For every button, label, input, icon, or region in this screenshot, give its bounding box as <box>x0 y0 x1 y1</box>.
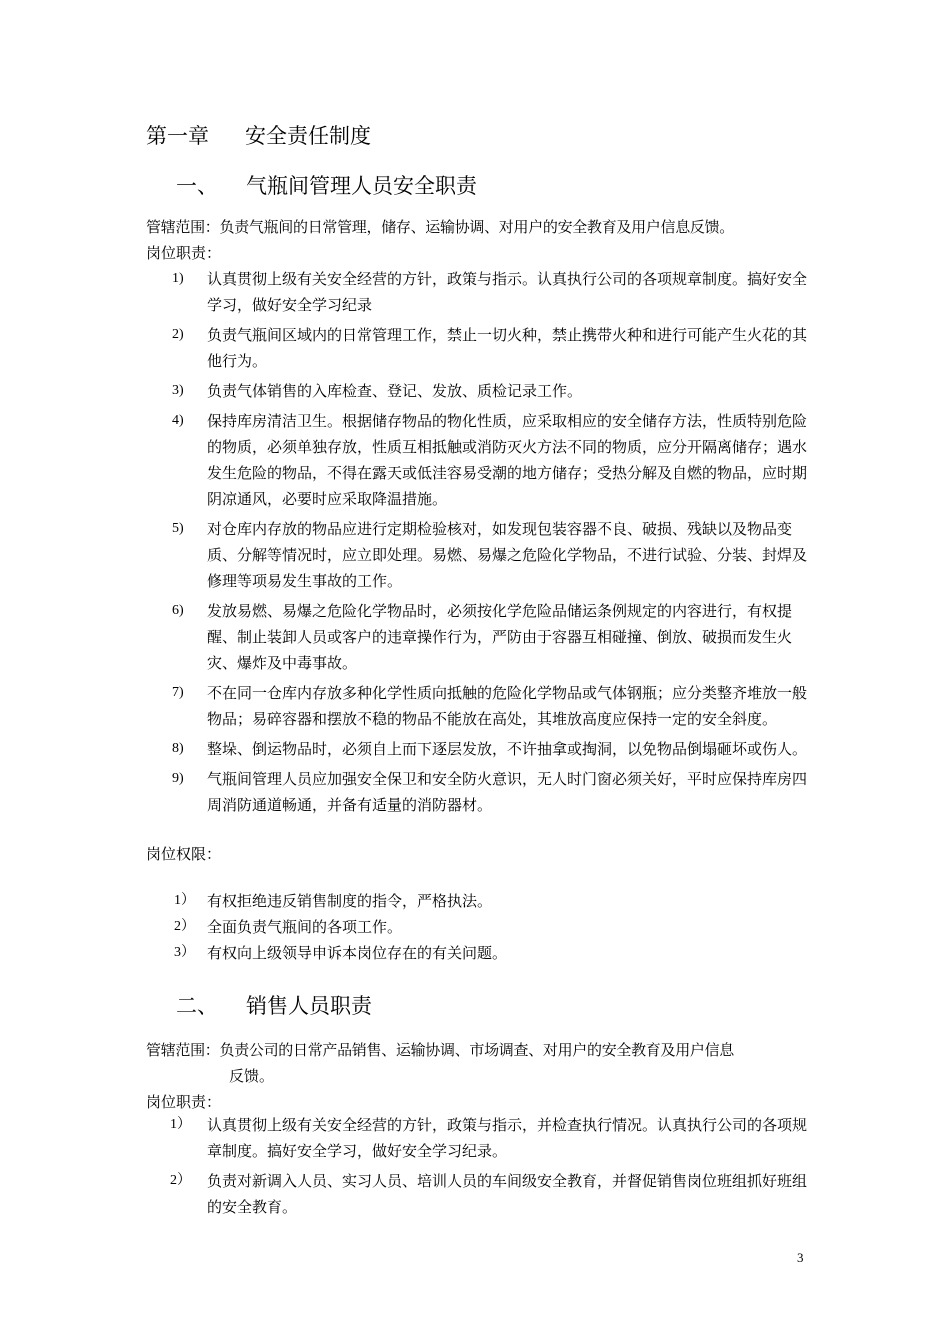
list-item-text: 全面负责气瓶间的各项工作。 <box>207 918 403 936</box>
list-item <box>146 888 810 914</box>
list-item <box>146 266 810 318</box>
list-item-text: 有权向上级领导申诉本岗位存在的有关问题。 <box>207 944 508 962</box>
list-item-number: 1） <box>170 1117 191 1132</box>
list-item-number: 2） <box>174 919 195 934</box>
list-item-text: 整垛、倒运物品时，必须自上而下逐层发放，不许抽拿或掏洞，以免物品倒塌砸坏或伤人。 <box>207 740 808 758</box>
section-title: 销售人员职责 <box>246 994 372 1018</box>
list-item-number: 6) <box>172 603 184 618</box>
list-item <box>146 516 810 594</box>
list-item-number: 2) <box>172 327 184 342</box>
list-item-text: 负责气瓶间区域内的日常管理工作，禁止一切火种，禁止携带火种和进行可能产生火花的其他行为。 <box>207 326 808 370</box>
list-item-text: 认真贯彻上级有关安全经营的方针，政策与指示，并检查执行情况。认真执行公司的各项规章制度。搞好安全学习，做好安全学习纪录。 <box>207 1116 808 1160</box>
scope-text: 管辖范围：负责气瓶间的日常管理，储存、运输协调、对用户的安全教育及用户信息反馈。 <box>146 218 735 236</box>
list-item-number: 1） <box>174 893 195 908</box>
chapter-number: 第一章 <box>146 124 209 148</box>
list-item-text: 认真贯彻上级有关安全经营的方针，政策与指示。认真执行公司的各项规章制度。搞好安全学习，做好安全学习纪录 <box>207 270 808 314</box>
list-item-text: 有权拒绝违反销售制度的指令，严格执法。 <box>207 892 493 910</box>
section-number: 二、 <box>176 994 218 1018</box>
list-item <box>146 378 810 404</box>
chapter-title: 安全责任制度 <box>245 124 371 148</box>
list-item <box>146 940 810 966</box>
scope-paragraph <box>146 214 810 240</box>
list-item-text: 负责气体销售的入库检查、登记、发放、质检记录工作。 <box>207 382 583 400</box>
authority-label: 岗位权限： <box>146 845 222 863</box>
list-item <box>146 408 810 512</box>
list-item-number: 7) <box>172 685 184 700</box>
list-item-text: 对仓库内存放的物品应进行定期检验核对，如发现包装容器不良、破损、残缺以及物品变质、分解等情况时，应立即处理。易燃、易爆之危险化学物品，不进行试验、分装、封焊及修理等项易发生事故的工作。 <box>207 520 808 590</box>
section-heading-2 <box>176 992 372 1020</box>
list-item-text: 负责对新调入人员、实习人员、培训人员的车间级安全教育，并督促销售岗位班组抓好班组的安全教育。 <box>207 1172 808 1216</box>
list-item-number: 8) <box>172 741 184 756</box>
list-item-text: 气瓶间管理人员应加强安全保卫和安全防火意识，无人时门窗必须关好，平时应保持库房四周消防通道畅通，并备有适量的消防器材。 <box>207 770 808 814</box>
list-item-number: 5) <box>172 521 184 536</box>
list-item <box>146 1168 810 1220</box>
scope-text-line1: 管辖范围：负责公司的日常产品销售、运输协调、市场调查、对用户的安全教育及用户信息 <box>146 1041 735 1059</box>
section-title: 气瓶间管理人员安全职责 <box>246 174 477 198</box>
authority-list <box>146 888 810 966</box>
list-item <box>146 598 810 676</box>
list-item-number: 3) <box>172 383 184 398</box>
section-number: 一、 <box>176 174 218 198</box>
list-item-number: 2） <box>170 1173 191 1188</box>
list-item-text: 发放易燃、易爆之危险化学物品时，必须按化学危险品储运条例规定的内容进行，有权提醒、制止装卸人员或客户的违章操作行为，严防由于容器互相碰撞、倒放、破损而发生火灾、爆炸及中毒事故。 <box>207 602 793 672</box>
scope-text-line2: 反馈。 <box>229 1067 275 1085</box>
list-item-text: 保持库房清洁卫生。根据储存物品的物化性质，应采取相应的安全储存方法，性质特别危险的物质，必须单独存放，性质互相抵触或消防灭火方法不同的物质，应分开隔离储存；遇水发生危险的物品，不得在露天或低洼容易受潮的地方储存；受热分解及自燃的物品，应时期阴凉通风，必要时应采取降温措施。 <box>207 412 808 508</box>
list-item <box>146 1112 810 1164</box>
list-item <box>146 736 810 762</box>
list-item-number: 4) <box>172 413 184 428</box>
duties-list <box>146 266 810 822</box>
section-heading-1 <box>176 172 477 200</box>
list-item <box>146 914 810 940</box>
duties-label: 岗位职责： <box>146 1093 222 1111</box>
list-item <box>146 766 810 818</box>
list-item <box>146 680 810 732</box>
list-item-text: 不在同一仓库内存放多种化学性质向抵触的危险化学物品或气体钢瓶；应分类整齐堆放一般物品；易碎容器和摆放不稳的物品不能放在高处，其堆放高度应保持一定的安全斜度。 <box>207 684 808 728</box>
list-item-number: 1) <box>172 271 184 286</box>
list-item-number: 9) <box>172 771 184 786</box>
chapter-heading <box>146 122 371 150</box>
page-number: 3 <box>797 1250 804 1265</box>
duties-label: 岗位职责： <box>146 244 222 262</box>
duties-list <box>146 1112 810 1224</box>
list-item-number: 3） <box>174 945 195 960</box>
list-item <box>146 322 810 374</box>
scope-paragraph <box>146 1037 810 1089</box>
